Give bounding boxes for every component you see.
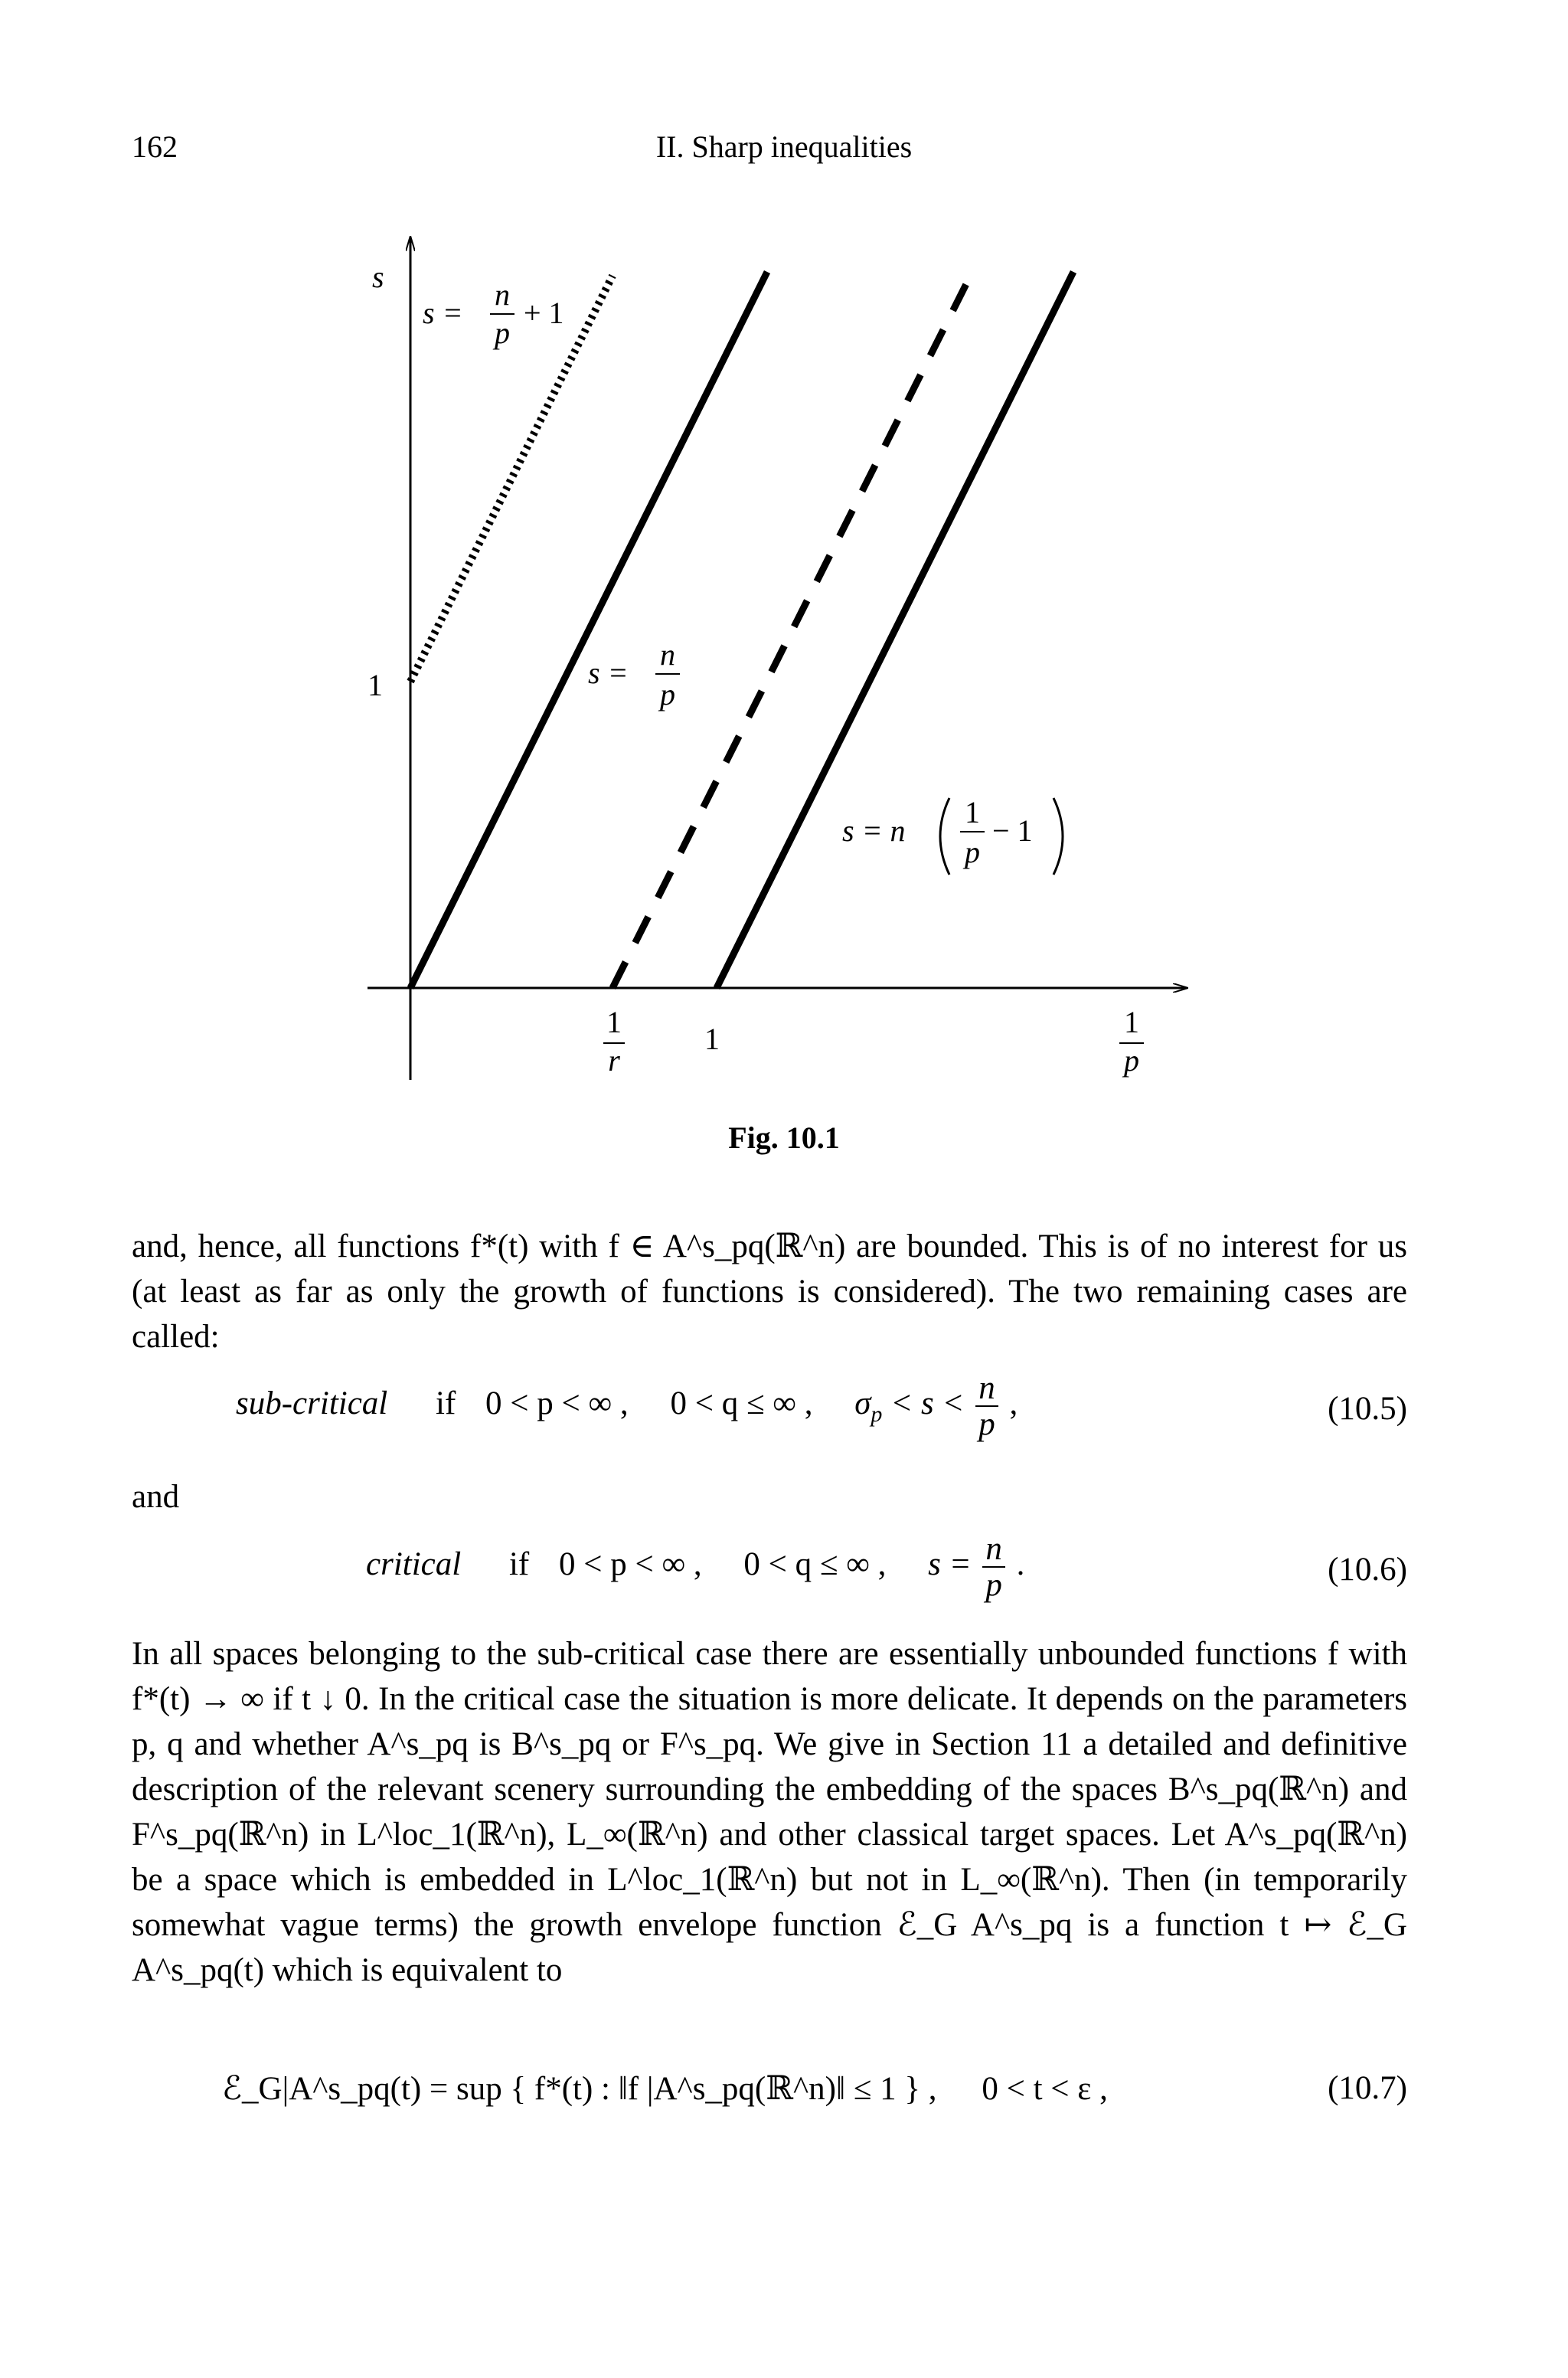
eq105-cond2: 0 < q ≤ ∞ , xyxy=(670,1385,813,1422)
label-critical-den: p xyxy=(660,677,675,711)
eq105-frac-num: n xyxy=(975,1371,998,1407)
connector-and: and xyxy=(132,1479,180,1515)
figure-10-1 xyxy=(0,214,1568,1103)
label-sigma-lparen xyxy=(940,798,949,875)
eq106-cond2: 0 < q ≤ ∞ , xyxy=(743,1546,887,1583)
x-tick-1: 1 xyxy=(704,1022,720,1056)
equation-number-10-7: (10.7) xyxy=(1328,2070,1407,2106)
label-sigma-lhs: s = n xyxy=(842,813,906,848)
dashed-line-one-over-r xyxy=(612,272,972,988)
x-axis-label-den: p xyxy=(1124,1043,1139,1078)
eq106-tail: . xyxy=(1016,1546,1025,1583)
paragraph-2: In all spaces belonging to the sub-critical case there are essentially unbounded functions f with f*(t) → ∞ if t ↓ 0. In the critical case the situation is more delicate. It depends on the parameters p, q and whether A^s_pq is B^s_pq or F^s_pq. We give in Section 11 a detailed and definitive description of the relevant scenery surrounding the embedding of the spaces B^s_pq(ℝ^n) and F^s_pq(ℝ^n) in L^loc_1(ℝ^n), L_∞(ℝ^n) and other classical target spaces. Let A^s_pq(ℝ^n) be a space which is embedded in L^loc_1(ℝ^n) but not in L_∞(ℝ^n). Then (in temporarily somewhat vague terms) the growth envelope function ℰ_G A^s_pq is a function t ↦ ℰ_G A^s_pq(t) which is equivalent to xyxy=(132,1636,1407,1988)
eq106-cond1: 0 < p < ∞ , xyxy=(558,1546,702,1583)
label-sigma-rparen xyxy=(1054,798,1063,875)
equation-number-10-6: (10.6) xyxy=(1328,1552,1407,1588)
eq106-frac xyxy=(982,1532,1005,1602)
label-sigma-num: 1 xyxy=(965,795,980,829)
eq106-if: if xyxy=(508,1546,530,1583)
running-head: II. Sharp inequalities xyxy=(655,129,913,164)
label-sigma-den: p xyxy=(965,835,980,869)
x-tick-one-over-r-den: r xyxy=(608,1043,620,1078)
figure-caption: Fig. 10.1 xyxy=(728,1120,840,1155)
label-dotted-num: n xyxy=(495,277,510,312)
x-axis-label-num: 1 xyxy=(1124,1005,1139,1039)
y-tick-1: 1 xyxy=(368,668,383,702)
paragraph-1: and, hence, all functions f*(t) with f ∈ A^s_pq(ℝ^n) are bounded. This is of no interest for us (at least as far as only the growth of functions is considered). The two remaining cases are called: xyxy=(132,1228,1407,1355)
label-sigma-rhs: − 1 xyxy=(992,813,1033,848)
dotted-line-n-over-p-plus-1 xyxy=(410,276,612,682)
eq105-name: sub-critical xyxy=(236,1385,388,1422)
label-critical-num: n xyxy=(660,637,675,672)
solid-line-sigma-p xyxy=(717,272,1073,988)
eq105-frac-den: p xyxy=(978,1406,995,1443)
solid-line-n-over-p xyxy=(410,272,767,988)
page-number: 162 xyxy=(132,129,178,164)
eq105-mid: < s < xyxy=(890,1385,965,1422)
label-critical-lhs: s = xyxy=(588,656,629,690)
eq106-frac-den: p xyxy=(985,1567,1002,1604)
label-dotted-rhs: + 1 xyxy=(524,296,564,330)
equation-10-7 xyxy=(222,2069,1108,2108)
label-dotted-lhs: s = xyxy=(423,296,463,330)
label-dotted-den: p xyxy=(495,316,510,350)
eq106-cond3: s = xyxy=(928,1546,972,1583)
eq105-cond1: 0 < p < ∞ , xyxy=(485,1385,629,1422)
eq106-frac-num: n xyxy=(982,1532,1005,1568)
eq105-sigma-sub: p xyxy=(871,1402,883,1428)
eq107-expr: ℰ_G|A^s_pq(t) = sup { f*(t) : ‖f |A^s_pq(ℝ^n)‖ ≤ 1 } , xyxy=(222,2071,937,2107)
equation-10-6 xyxy=(366,1532,1024,1602)
equation-10-5 xyxy=(236,1371,1018,1441)
y-axis-label: s xyxy=(372,260,384,294)
eq105-if: if xyxy=(436,1385,456,1422)
x-tick-one-over-r-num: 1 xyxy=(606,1005,622,1039)
eq105-sigma: σ xyxy=(854,1385,871,1422)
equation-number-10-5: (10.5) xyxy=(1328,1391,1407,1427)
eq106-name: critical xyxy=(366,1546,462,1583)
eq105-frac xyxy=(975,1371,998,1441)
eq107-cond: 0 < t < ε , xyxy=(982,2071,1108,2107)
eq105-tail: , xyxy=(1009,1385,1018,1422)
